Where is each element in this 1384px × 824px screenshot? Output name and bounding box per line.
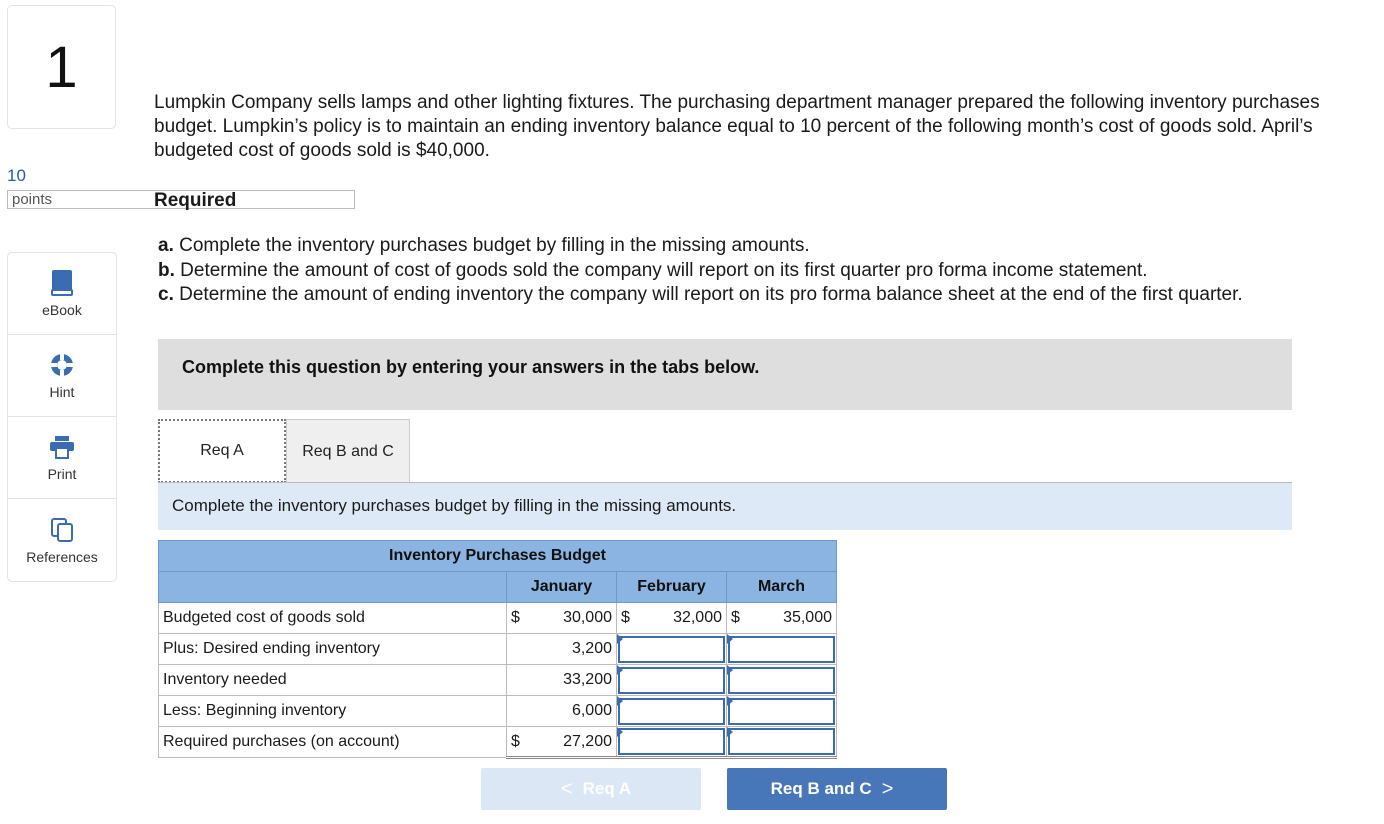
table-row	[159, 603, 837, 634]
table-row	[159, 696, 837, 727]
row-label: Required purchases (on account)	[159, 727, 507, 758]
instruction-banner: Complete this question by entering your answers in the tabs below.	[158, 339, 1292, 410]
march-input-cell	[727, 634, 837, 665]
ebook-label: eBook	[42, 302, 82, 318]
hint-button[interactable]	[8, 335, 116, 417]
question-number: 1	[7, 5, 116, 129]
requirement-a	[158, 234, 1243, 259]
cell-value: 6,000	[571, 702, 612, 719]
print-label: Print	[47, 466, 77, 482]
cell-value: 35,000	[783, 609, 832, 626]
requirement-text: Determine the amount of ending inventory the company will report on its pro forma balance sheet at the end of the first quarter.	[173, 284, 1243, 305]
prev-tab-label: Req A	[582, 779, 632, 798]
row-label: Less: Beginning inventory	[159, 696, 507, 727]
february-input-cell	[617, 634, 727, 665]
answer-input[interactable]	[618, 698, 725, 725]
value-cell	[507, 603, 617, 634]
table-row	[159, 727, 837, 758]
answer-input[interactable]	[728, 667, 835, 694]
ebook-button[interactable]	[8, 253, 116, 335]
row-label: Budgeted cost of goods sold	[159, 603, 507, 634]
currency-symbol: $	[511, 732, 520, 750]
answer-input[interactable]	[618, 636, 725, 663]
column-header-february: February	[617, 572, 727, 603]
requirement-text: Complete the inventory purchases budget by filling in the missing amounts.	[173, 235, 810, 256]
references-button[interactable]	[8, 499, 116, 581]
tools-panel	[7, 252, 117, 582]
currency-symbol: $	[621, 609, 630, 626]
required-heading: Required	[154, 190, 237, 211]
chevron-left-icon: <	[560, 777, 573, 800]
references-label: References	[26, 548, 98, 565]
row-label: Inventory needed	[159, 665, 507, 696]
next-tab-label: Req B and C	[770, 779, 872, 798]
prev-tab-button[interactable]	[481, 768, 701, 810]
table-row	[159, 634, 837, 665]
march-input-cell	[727, 696, 837, 727]
column-header-march: March	[727, 572, 837, 603]
table-title: Inventory Purchases Budget	[159, 541, 837, 572]
print-button[interactable]	[8, 417, 116, 499]
blank-header-cell	[159, 572, 507, 603]
requirement-c	[158, 283, 1243, 308]
tab-req-a[interactable]: Req A	[158, 419, 286, 483]
answer-input[interactable]	[618, 667, 725, 694]
row-label: Plus: Desired ending inventory	[159, 634, 507, 665]
currency-symbol: $	[731, 609, 740, 626]
tab-bar	[158, 419, 410, 483]
points-value: 10	[7, 166, 26, 185]
value-cell	[617, 603, 727, 634]
value-cell	[507, 696, 617, 727]
copy-pages-icon	[50, 516, 74, 544]
lifebuoy-icon	[49, 351, 75, 379]
table-row	[159, 665, 837, 696]
requirement-letter: c.	[158, 284, 174, 305]
march-input-cell	[727, 665, 837, 696]
points-label: points	[7, 190, 355, 209]
chevron-right-icon: >	[881, 777, 894, 800]
february-input-cell	[617, 665, 727, 696]
requirement-b	[158, 259, 1243, 284]
hint-label: Hint	[49, 384, 75, 400]
cell-value: 30,000	[563, 609, 612, 626]
answer-input[interactable]	[618, 728, 725, 755]
answer-input[interactable]	[728, 698, 835, 725]
answer-input[interactable]	[728, 636, 835, 663]
book-icon	[50, 269, 74, 297]
tab-req-b-and-c[interactable]: Req B and C	[286, 419, 410, 483]
requirement-text: Determine the amount of cost of goods sold the company will report on its first quarter pro forma income statement.	[174, 259, 1148, 281]
column-header-january: January	[507, 572, 617, 603]
tab-instruction: Complete the inventory purchases budget by filling in the missing amounts.	[158, 483, 1292, 530]
cell-value: 32,000	[673, 609, 722, 626]
february-input-cell	[617, 696, 727, 727]
answer-input[interactable]	[728, 728, 835, 755]
cell-value: 33,200	[563, 671, 612, 688]
cell-value: 3,200	[571, 640, 612, 657]
cell-value: 27,200	[563, 732, 612, 750]
value-cell	[727, 603, 837, 634]
value-cell	[507, 634, 617, 665]
next-tab-button[interactable]	[727, 768, 947, 810]
value-cell	[507, 727, 617, 758]
march-input-cell	[727, 727, 837, 758]
february-input-cell	[617, 727, 727, 758]
inventory-purchases-budget-table	[158, 540, 837, 759]
value-cell	[507, 665, 617, 696]
requirements-list	[158, 234, 1243, 308]
requirement-letter: b.	[158, 259, 175, 281]
currency-symbol: $	[511, 609, 520, 626]
printer-icon	[49, 433, 75, 461]
question-text: Lumpkin Company sells lamps and other lighting fixtures. The purchasing department manager prepared the following inventory purchases budget. Lumpkin’s policy is to maintain an ending inventory balance equal to 10 percent of the following month’s cost of goods sold. April’s budgeted cost of goods sold is $40,000.	[154, 92, 1320, 161]
requirement-letter: a.	[158, 235, 174, 256]
